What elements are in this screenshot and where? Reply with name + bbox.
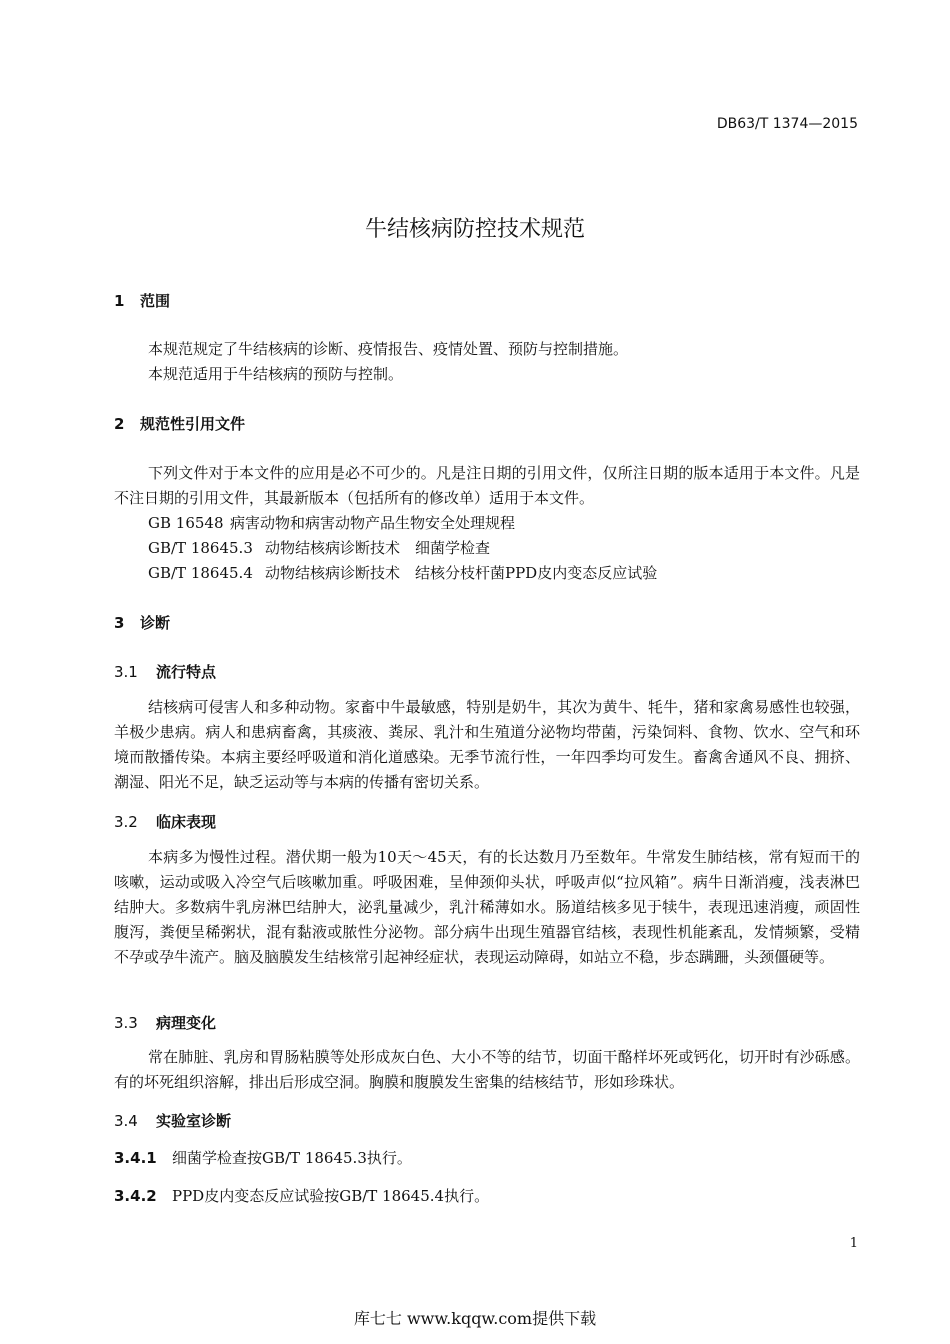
subsection-3-2-heading xyxy=(114,811,216,832)
paragraph: 本规范规定了牛结核病的诊断、疫情报告、疫情处置、预防与控制措施。 xyxy=(148,340,629,358)
section-number: 3 xyxy=(114,614,125,632)
clause-3-4-2 xyxy=(114,1185,489,1206)
subsection-title: 临床表现 xyxy=(156,813,217,831)
paragraph: 本病多为慢性过程。潜伏期一般为10天～45天，有的长达数月乃至数年。牛常发生肺结核，常有短而干的咳嗽，运动或吸入冷空气后咳嗽加重。呼吸困难，呈伸颈仰头状，呼吸声似“拉风箱”。病牛日渐消瘦，浅表淋巴结肿大。多数病牛乳房淋巴结肿大，泌乳量减少，乳汁稀薄如水。肠道结核多见于犊牛，表现迅速消瘦，顽固性腹泻，粪便呈稀粥状，混有黏液或脓性分泌物。部分病牛出现生殖器官结核，表现性机能紊乱，发情频繁，受精不孕或孕牛流产。脑及脑膜发生结核常引起神经症状，表现运动障碍，如站立不稳，步态蹒跚，头颈僵硬等。 xyxy=(114,848,860,966)
paragraph: 常在肺脏、乳房和胃肠粘膜等处形成灰白色、大小不等的结节，切面干酪样坏死或钙化，切开时有沙砾感。有的坏死组织溶解，排出后形成空洞。胸膜和腹膜发生密集的结核结节，形如珍珠状。 xyxy=(114,1048,860,1091)
reference-code: GB 16548 xyxy=(148,514,224,532)
reference-item xyxy=(148,562,657,583)
subsection-3-1-heading xyxy=(114,661,216,682)
paragraph: 本规范适用于牛结核病的预防与控制。 xyxy=(148,365,404,383)
reference-code: GB/T 18645.3 xyxy=(148,539,253,557)
clause-text: 细菌学检查按GB/T 18645.3执行。 xyxy=(172,1149,412,1167)
subsection-number: 3.2 xyxy=(114,813,138,831)
page-title: 牛结核病防控技术规范 xyxy=(364,217,585,242)
clause-3-4-1 xyxy=(114,1147,412,1168)
document-number: DB63/T 1374—2015 xyxy=(716,116,858,132)
section-title: 范围 xyxy=(140,292,171,310)
reference-title: 动物结核病诊断技术 细菌学检查 xyxy=(265,539,491,557)
paragraph: 下列文件对于本文件的应用是必不可少的。凡是注日期的引用文件，仅所注日期的版本适用于本文件。凡是不注日期的引用文件，其最新版本（包括所有的修改单）适用于本文件。 xyxy=(114,464,860,507)
section-title: 规范性引用文件 xyxy=(140,415,246,433)
section-1-heading xyxy=(114,290,170,311)
subsection-number: 3.4 xyxy=(114,1112,138,1130)
subsection-3-4-heading xyxy=(114,1110,231,1131)
subsection-3-3-heading xyxy=(114,1012,216,1033)
section-3-heading xyxy=(114,612,170,633)
clause-number: 3.4.1 xyxy=(114,1149,157,1167)
reference-item xyxy=(148,537,490,558)
subsection-number: 3.1 xyxy=(114,663,138,681)
section-2-heading xyxy=(114,413,245,434)
section-number: 2 xyxy=(114,415,125,433)
clause-text: PPD皮内变态反应试验按GB/T 18645.4执行。 xyxy=(172,1187,490,1205)
page-number: 1 xyxy=(849,1236,858,1251)
paragraph: 结核病可侵害人和多种动物。家畜中牛最敏感，特别是奶牛，其次为黄牛、牦牛，猪和家禽易感性也较强，羊极少患病。病人和患病畜禽，其痰液、粪尿、乳汁和生殖道分泌物均带菌，污染饲料、食物、饮水、空气和环境而散播传染。本病主要经呼吸道和消化道感染。无季节流行性，一年四季均可发生。畜禽舍通风不良、拥挤、潮湿、阳光不足，缺乏运动等与本病的传播有密切关系。 xyxy=(114,698,860,791)
section-number: 1 xyxy=(114,292,125,310)
clause-number: 3.4.2 xyxy=(114,1187,157,1205)
subsection-number: 3.3 xyxy=(114,1014,138,1032)
subsection-title: 实验室诊断 xyxy=(156,1112,232,1130)
section-title: 诊断 xyxy=(140,614,171,632)
reference-item xyxy=(148,512,515,533)
reference-title: 动物结核病诊断技术 结核分枝杆菌PPD皮内变态反应试验 xyxy=(265,564,658,582)
subsection-title: 病理变化 xyxy=(156,1014,217,1032)
reference-title: 病害动物和病害动物产品生物安全处理规程 xyxy=(230,514,516,532)
subsection-title: 流行特点 xyxy=(156,663,217,681)
reference-code: GB/T 18645.4 xyxy=(148,564,253,582)
footer-watermark: 库七七 www.kqqw.com提供下载 xyxy=(353,1309,597,1328)
